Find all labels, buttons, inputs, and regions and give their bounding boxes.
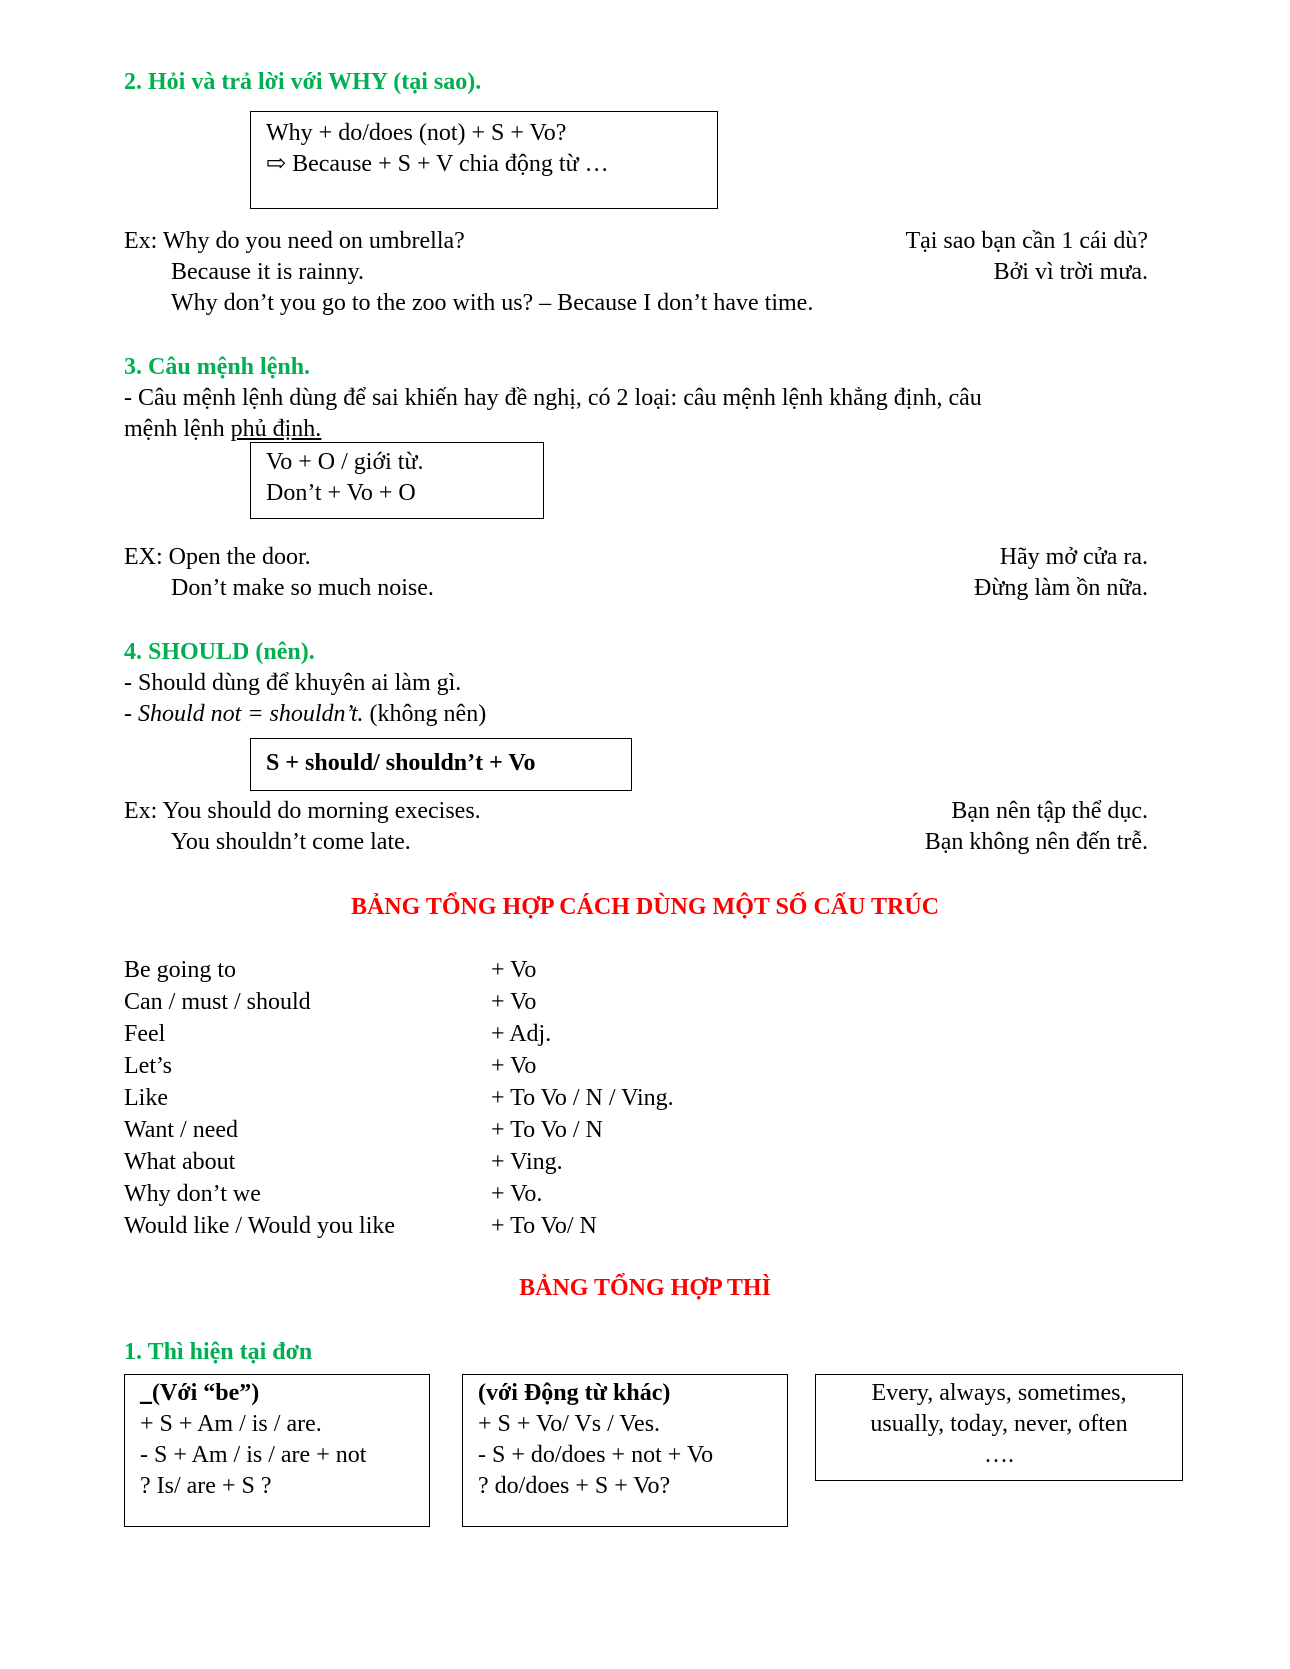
formula-line: Don’t + Vo + O [266, 480, 416, 506]
example-en: Ex: Why do you need on umbrella? [124, 228, 465, 254]
example-en: Why don’t you go to the zoo with us? – Because I don’t have time. [171, 290, 814, 316]
section-heading-imperative: 3. Câu mệnh lệnh. [124, 354, 311, 380]
example-en: Don’t make so much noise. [171, 575, 434, 601]
why-formula-box [250, 111, 718, 209]
structure-left: What about [124, 1149, 236, 1175]
tense-line: + S + Vo/ Vs / Ves. [478, 1411, 661, 1437]
structure-left: Let’s [124, 1053, 172, 1079]
imperative-formula-box [250, 442, 544, 519]
structure-left: Want / need [124, 1117, 239, 1143]
description-text-italic: Should not = shouldn’t. [138, 701, 364, 727]
structure-left: Why don’t we [124, 1181, 261, 1207]
tenses-title: BẢNG TỔNG HỢP THÌ [519, 1275, 771, 1301]
tense-box-title [140, 1378, 429, 1409]
tense-box-title: (với Động từ khác) [478, 1380, 671, 1406]
section-heading-present-simple: 1. Thì hiện tại đơn [124, 1339, 313, 1365]
section-heading-should: 4. SHOULD (nên). [124, 639, 315, 665]
example-en: Because it is rainny. [171, 259, 365, 285]
structure-right: + To Vo / N [491, 1117, 603, 1143]
section-heading-why: 2. Hỏi và trả lời với WHY (tại sao). [124, 69, 482, 95]
formula-line: S + should/ shouldn’t + Vo [266, 750, 536, 776]
tense-line: ? Is/ are + S ? [140, 1473, 272, 1499]
example-vi: Bạn không nên đến trễ. [924, 829, 1148, 855]
description-text: mệnh lệnh [124, 416, 231, 442]
tense-box-be [124, 1374, 430, 1527]
example-vi: Bạn nên tập thể dục. [951, 798, 1148, 824]
summary-title: BẢNG TỔNG HỢP CÁCH DÙNG MỘT SỐ CẤU TRÚC [350, 894, 940, 920]
structure-right: + To Vo/ N [491, 1213, 597, 1239]
description-line: - Should dùng để khuyên ai làm gì. [124, 670, 462, 696]
structure-left: Be going to [124, 957, 236, 983]
adverb-line: Every, always, sometimes, [871, 1380, 1127, 1406]
example-vi: Bởi vì trời mưa. [993, 259, 1148, 285]
tense-line: - S + do/does + not + Vo [478, 1442, 714, 1468]
description-line: - Câu mệnh lệnh dùng để sai khiến hay đề nghị, có 2 loại: câu mệnh lệnh khẳng định, câu [124, 385, 982, 411]
description-text-underlined: phủ định. [230, 416, 322, 442]
tense-box-title-text: (Với “be”) [152, 1380, 260, 1406]
tense-line: + S + Am / is / are. [140, 1411, 322, 1437]
example-vi: Đừng làm ồn nữa. [974, 575, 1148, 601]
structure-left: Feel [124, 1021, 166, 1047]
tense-box-title-prefix: _ [140, 1380, 152, 1406]
description-text: (không nên) [363, 701, 487, 727]
structure-right: + Vo [491, 989, 537, 1015]
example-vi: Hãy mở cửa ra. [999, 544, 1148, 570]
structure-left: Would like / Would you like [124, 1213, 396, 1239]
description-line [124, 698, 486, 730]
structure-left: Like [124, 1085, 168, 1111]
adverb-line: …. [984, 1442, 1014, 1468]
adverb-line: usually, today, never, often [870, 1411, 1128, 1437]
structure-right: + Vo. [491, 1181, 543, 1207]
should-formula-box [250, 738, 632, 791]
tense-box-adverbs [815, 1374, 1183, 1481]
formula-line: ⇨ Because + S + V chia động từ … [266, 151, 609, 177]
structure-right: + Ving. [491, 1149, 563, 1175]
description-text: - [124, 701, 138, 727]
structure-left: Can / must / should [124, 989, 311, 1015]
structure-right: + Adj. [491, 1021, 552, 1047]
example-en: Ex: You should do morning execises. [124, 798, 481, 824]
tense-box-verb [462, 1374, 788, 1527]
description-line [124, 413, 321, 445]
tense-line: ? do/does + S + Vo? [478, 1473, 671, 1499]
structure-right: + Vo [491, 1053, 537, 1079]
tense-line: - S + Am / is / are + not [140, 1442, 367, 1468]
formula-line: Vo + O / giới từ. [266, 449, 424, 475]
formula-line: Why + do/does (not) + S + Vo? [266, 120, 567, 146]
example-vi: Tại sao bạn cần 1 cái dù? [905, 228, 1148, 254]
example-en: You shouldn’t come late. [171, 829, 411, 855]
structure-right: + To Vo / N / Ving. [491, 1085, 674, 1111]
structure-right: + Vo [491, 957, 537, 983]
example-en: EX: Open the door. [124, 544, 311, 570]
